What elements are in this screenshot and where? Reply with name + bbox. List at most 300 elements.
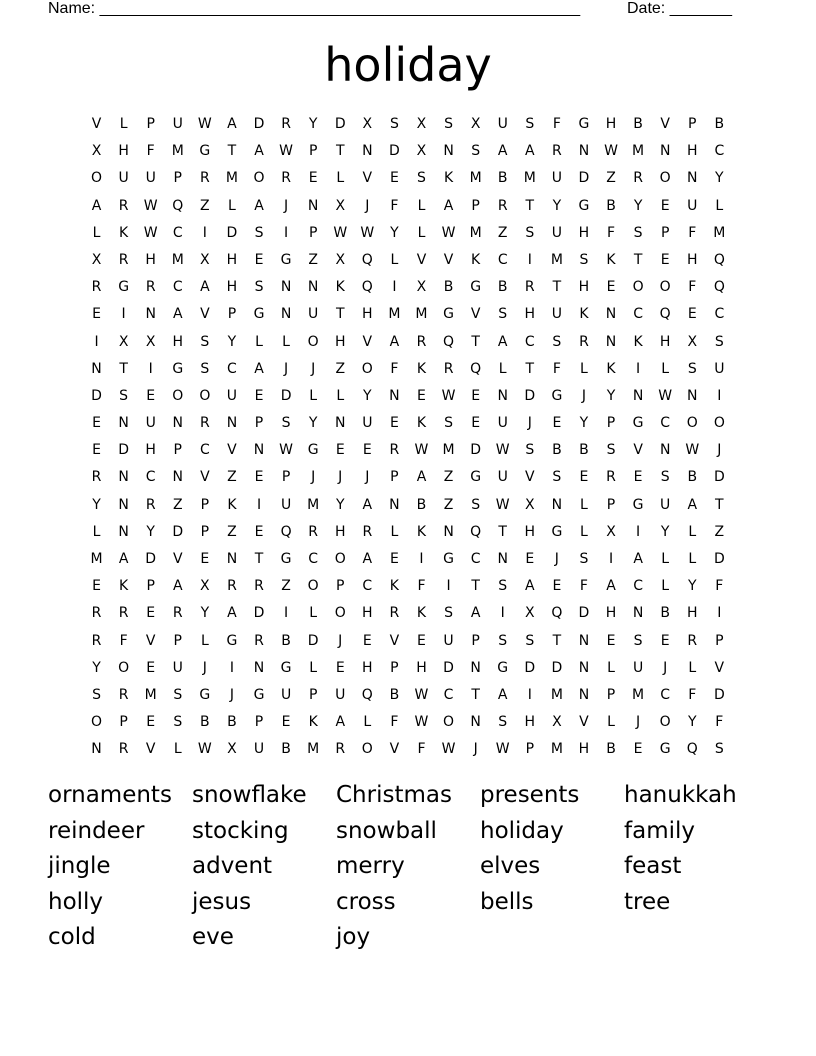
- grid-letter: T: [471, 578, 480, 595]
- grid-letter: R: [145, 279, 156, 296]
- grid-letter: E: [92, 578, 101, 595]
- grid-letter: G: [551, 523, 563, 540]
- grid-letter: E: [281, 714, 291, 731]
- word-bank-item: family: [624, 817, 695, 844]
- grid-letter: Z: [227, 523, 237, 540]
- grid-letter: I: [608, 551, 614, 567]
- grid-letter: P: [606, 686, 616, 703]
- grid-letter: P: [254, 714, 264, 731]
- grid-letter: Y: [687, 714, 697, 731]
- grid-letter: S: [444, 116, 453, 132]
- grid-letter: Y: [687, 578, 697, 595]
- grid-letter: N: [497, 387, 508, 404]
- grid-letter: P: [254, 415, 264, 432]
- grid-letter: K: [227, 496, 237, 513]
- grid-letter: E: [335, 442, 345, 459]
- grid-letter: E: [606, 632, 616, 649]
- grid-letter: J: [365, 469, 370, 486]
- grid-letter: C: [714, 306, 725, 323]
- grid-letter: F: [417, 741, 426, 758]
- grid-letter: I: [229, 659, 234, 676]
- grid-letter: F: [688, 686, 697, 703]
- grid-letter: S: [417, 170, 426, 187]
- grid-letter: O: [632, 279, 644, 296]
- grid-letter: N: [118, 523, 129, 540]
- grid-letter: C: [714, 143, 725, 160]
- grid-letter: Y: [308, 116, 318, 132]
- grid-row: [83, 437, 733, 464]
- grid-letter: V: [633, 442, 643, 459]
- grid-letter: G: [199, 686, 211, 703]
- grid-letter: R: [524, 279, 535, 296]
- grid-letter: P: [525, 741, 535, 758]
- grid-letter: A: [525, 578, 535, 595]
- grid-letter: H: [659, 333, 671, 350]
- grid-letter: U: [551, 170, 562, 187]
- grid-letter: N: [443, 523, 454, 540]
- grid-letter: O: [172, 387, 184, 404]
- grid-letter: K: [633, 333, 643, 350]
- grid-letter: F: [146, 143, 155, 160]
- grid-letter: T: [119, 360, 128, 377]
- grid-letter: D: [280, 387, 292, 404]
- grid-letter: O: [253, 170, 265, 187]
- grid-letter: G: [280, 251, 292, 268]
- grid-letter: A: [606, 578, 616, 595]
- grid-letter: P: [606, 496, 616, 513]
- grid-letter: G: [172, 360, 184, 377]
- grid-letter: H: [686, 143, 698, 160]
- grid-letter: R: [308, 523, 319, 540]
- grid-letter: P: [173, 170, 182, 187]
- grid-letter: N: [605, 333, 617, 350]
- grid-letter: P: [390, 469, 399, 486]
- grid-letter: M: [90, 551, 103, 567]
- grid-letter: L: [282, 333, 290, 350]
- grid-letter: X: [416, 143, 427, 160]
- grid-letter: E: [92, 442, 101, 459]
- grid-letter: V: [470, 306, 481, 323]
- grid-letter: F: [688, 279, 697, 296]
- grid-row: [83, 165, 733, 192]
- grid-row: [83, 519, 733, 546]
- grid-letter: U: [308, 306, 319, 323]
- grid-letter: L: [715, 197, 724, 214]
- grid-letter: N: [659, 442, 671, 459]
- grid-letter: J: [284, 360, 289, 377]
- grid-letter: U: [172, 116, 183, 132]
- grid-letter: N: [335, 415, 346, 432]
- grid-row: [83, 600, 733, 627]
- grid-letter: R: [145, 496, 156, 513]
- grid-letter: H: [118, 143, 129, 160]
- grid-letter: L: [309, 659, 318, 676]
- grid-letter: X: [552, 714, 562, 731]
- grid-letter: H: [145, 442, 156, 459]
- grid-letter: G: [497, 659, 509, 676]
- grid-letter: M: [469, 170, 482, 187]
- grid-letter: A: [118, 551, 129, 567]
- grid-letter: D: [172, 523, 184, 540]
- grid-row: [83, 138, 733, 165]
- grid-letter: W: [658, 387, 673, 404]
- grid-letter: E: [552, 415, 562, 432]
- word-bank-item: merry: [336, 853, 405, 879]
- grid-letter: O: [659, 714, 671, 731]
- grid-letter: J: [311, 360, 316, 377]
- grid-letter: N: [145, 306, 156, 323]
- grid-letter: C: [633, 306, 643, 323]
- grid-letter: E: [362, 442, 372, 459]
- grid-letter: D: [253, 605, 265, 622]
- grid-letter: S: [281, 415, 291, 432]
- grid-letter: A: [172, 578, 183, 595]
- grid-letter: R: [443, 360, 454, 377]
- grid-letter: W: [441, 741, 456, 758]
- grid-letter: P: [606, 415, 616, 432]
- grid-letter: V: [362, 333, 373, 350]
- grid-letter: R: [552, 143, 562, 160]
- grid-letter: Q: [470, 360, 482, 377]
- grid-letter: F: [715, 714, 724, 731]
- grid-letter: N: [280, 306, 292, 323]
- grid-letter: A: [497, 333, 508, 350]
- grid-letter: G: [632, 415, 644, 432]
- word-bank-item: joy: [336, 924, 371, 950]
- grid-letter: J: [229, 686, 234, 703]
- grid-letter: W: [143, 224, 158, 241]
- grid-letter: G: [551, 387, 563, 404]
- grid-letter: J: [338, 469, 343, 486]
- grid-letter: J: [311, 469, 316, 486]
- grid-letter: Q: [713, 279, 725, 296]
- grid-letter: A: [633, 551, 643, 567]
- grid-letter: K: [443, 170, 454, 187]
- grid-letter: Y: [92, 659, 101, 676]
- grid-letter: D: [334, 116, 346, 132]
- grid-letter: W: [495, 496, 510, 513]
- grid-letter: I: [94, 333, 99, 350]
- grid-letter: D: [713, 551, 725, 567]
- grid-letter: X: [416, 116, 427, 132]
- grid-letter: Q: [551, 605, 563, 622]
- grid-letter: P: [308, 143, 318, 160]
- grid-letter: W: [360, 224, 375, 241]
- grid-letter: I: [636, 523, 641, 540]
- grid-letter: R: [91, 632, 102, 649]
- grid-letter: N: [91, 741, 102, 758]
- grid-letter: M: [713, 224, 726, 241]
- grid-letter: E: [146, 387, 156, 404]
- grid-letter: A: [254, 360, 264, 377]
- grid-letter: N: [389, 496, 400, 513]
- grid-letter: Q: [361, 279, 373, 296]
- grid-letter: T: [471, 686, 480, 703]
- grid-letter: B: [606, 741, 616, 758]
- grid-letter: V: [145, 632, 156, 649]
- grid-letter: T: [552, 632, 562, 649]
- grid-letter: E: [579, 469, 589, 486]
- grid-letter: R: [91, 469, 102, 486]
- grid-letter: Z: [227, 469, 237, 486]
- grid-letter: N: [307, 197, 319, 214]
- grid-letter: A: [200, 279, 210, 296]
- grid-letter: Z: [308, 251, 318, 268]
- grid-letter: N: [687, 387, 698, 404]
- grid-letter: M: [307, 741, 320, 758]
- grid-letter: Q: [443, 333, 455, 350]
- grid-letter: T: [254, 551, 264, 567]
- grid-letter: V: [145, 741, 156, 758]
- grid-letter: S: [660, 469, 670, 486]
- grid-letter: X: [200, 578, 210, 595]
- grid-letter: Y: [660, 523, 670, 540]
- grid-letter: E: [146, 659, 156, 676]
- word-bank-item: eve: [192, 924, 234, 950]
- grid-letter: B: [416, 496, 427, 513]
- grid-letter: X: [362, 116, 373, 132]
- grid-letter: K: [606, 251, 616, 268]
- grid-letter: H: [524, 714, 536, 731]
- word-bank-item: snowball: [336, 817, 437, 844]
- grid-letter: G: [199, 143, 211, 160]
- grid-letter: Z: [200, 197, 210, 214]
- grid-letter: R: [579, 333, 589, 350]
- grid-letter: R: [416, 333, 427, 350]
- grid-letter: P: [471, 197, 480, 214]
- grid-letter: S: [444, 605, 453, 622]
- grid-letter: M: [171, 251, 184, 268]
- grid-letter: P: [227, 306, 237, 323]
- grid-letter: O: [713, 415, 725, 432]
- grid-letter: P: [390, 659, 399, 676]
- grid-letter: U: [497, 469, 508, 486]
- grid-letter: B: [497, 279, 508, 296]
- grid-letter: V: [362, 170, 373, 187]
- grid-letter: Q: [361, 251, 373, 268]
- word-bank: [48, 778, 768, 956]
- grid-letter: H: [686, 251, 698, 268]
- grid-letter: C: [362, 578, 373, 595]
- grid-letter: F: [417, 578, 426, 595]
- grid-letter: K: [308, 714, 318, 731]
- grid-letter: S: [173, 686, 183, 703]
- grid-row: [83, 274, 733, 301]
- grid-letter: P: [715, 632, 724, 649]
- grid-letter: R: [199, 170, 210, 187]
- letter-grid: [83, 111, 733, 764]
- grid-letter: T: [335, 143, 345, 160]
- grid-letter: C: [172, 224, 183, 241]
- grid-letter: Y: [552, 197, 562, 214]
- grid-letter: E: [389, 170, 399, 187]
- grid-letter: L: [661, 360, 670, 377]
- grid-letter: S: [552, 469, 562, 486]
- grid-letter: P: [471, 632, 480, 649]
- grid-letter: U: [443, 632, 454, 649]
- word-bank-item: cross: [336, 888, 396, 915]
- grid-letter: O: [361, 741, 373, 758]
- grid-letter: N: [578, 143, 590, 160]
- grid-letter: U: [280, 496, 292, 513]
- grid-letter: E: [660, 251, 670, 268]
- grid-letter: U: [172, 659, 183, 676]
- grid-letter: L: [688, 523, 697, 540]
- grid-letter: X: [470, 116, 481, 132]
- grid-letter: B: [281, 632, 291, 649]
- grid-letter: M: [388, 306, 401, 323]
- grid-letter: Q: [470, 523, 482, 540]
- grid-letter: E: [417, 632, 426, 649]
- grid-letter: U: [714, 360, 725, 377]
- grid-letter: E: [308, 170, 318, 187]
- grid-letter: S: [687, 360, 697, 377]
- grid-letter: Y: [715, 170, 724, 187]
- grid-letter: Y: [633, 197, 643, 214]
- grid-letter: E: [254, 251, 264, 268]
- grid-letter: P: [200, 496, 210, 513]
- grid-letter: S: [254, 279, 264, 296]
- grid-letter: J: [338, 632, 343, 649]
- grid-letter: F: [390, 360, 399, 377]
- grid-row: [83, 329, 733, 356]
- grid-letter: H: [605, 116, 617, 132]
- grid-letter: P: [308, 224, 318, 241]
- word-bank-item: feast: [624, 853, 682, 879]
- grid-letter: N: [632, 387, 644, 404]
- grid-letter: Y: [146, 523, 155, 540]
- grid-letter: I: [392, 279, 397, 296]
- grid-letter: E: [660, 632, 670, 649]
- grid-letter: F: [390, 197, 399, 214]
- grid-letter: R: [606, 469, 616, 486]
- grid-letter: U: [253, 741, 265, 758]
- grid-letter: F: [119, 632, 128, 649]
- grid-letter: O: [659, 170, 671, 187]
- grid-letter: E: [254, 387, 264, 404]
- grid-letter: K: [416, 523, 427, 540]
- grid-letter: G: [280, 659, 292, 676]
- grid-letter: G: [470, 279, 482, 296]
- grid-letter: I: [284, 605, 289, 622]
- grid-letter: A: [389, 333, 400, 350]
- grid-letter: D: [578, 170, 590, 187]
- grid-letter: S: [498, 306, 508, 323]
- grid-letter: A: [497, 143, 508, 160]
- grid-letter: E: [146, 714, 156, 731]
- grid-letter: U: [660, 496, 671, 513]
- grid-letter: R: [254, 578, 264, 595]
- grid-letter: V: [91, 116, 102, 132]
- grid-letter: I: [284, 224, 289, 241]
- grid-letter: G: [443, 306, 454, 323]
- grid-row: [83, 492, 733, 519]
- grid-letter: O: [361, 360, 373, 377]
- grid-letter: S: [498, 578, 508, 595]
- grid-letter: T: [525, 197, 535, 214]
- grid-letter: P: [146, 578, 155, 595]
- grid-letter: X: [91, 251, 102, 268]
- grid-letter: L: [173, 741, 182, 758]
- grid-letter: L: [309, 605, 318, 622]
- grid-letter: X: [145, 333, 156, 350]
- grid-letter: W: [495, 442, 510, 459]
- grid-row: [83, 383, 733, 410]
- grid-letter: Y: [308, 415, 318, 432]
- grid-letter: E: [606, 279, 616, 296]
- grid-letter: V: [660, 116, 670, 132]
- grid-letter: V: [579, 714, 589, 731]
- grid-letter: D: [118, 442, 129, 459]
- grid-letter: N: [362, 143, 373, 160]
- grid-letter: A: [227, 605, 237, 622]
- grid-letter: F: [606, 224, 616, 241]
- grid-letter: V: [443, 251, 454, 268]
- grid-letter: L: [228, 197, 236, 214]
- grid-letter: F: [552, 360, 561, 377]
- grid-letter: L: [255, 333, 263, 350]
- grid-letter: D: [389, 143, 400, 160]
- grid-letter: C: [199, 442, 210, 459]
- grid-letter: L: [200, 632, 209, 649]
- grid-letter: P: [119, 714, 128, 731]
- grid-letter: R: [497, 197, 508, 214]
- grid-letter: V: [227, 442, 237, 459]
- grid-letter: Z: [714, 523, 725, 540]
- word-bank-item: stocking: [192, 817, 289, 844]
- grid-letter: Y: [390, 224, 399, 241]
- grid-letter: K: [335, 279, 345, 296]
- grid-row: [83, 628, 733, 655]
- grid-letter: S: [498, 714, 508, 731]
- grid-row: [83, 573, 733, 600]
- grid-letter: S: [633, 224, 643, 241]
- grid-letter: K: [579, 306, 589, 323]
- grid-letter: X: [416, 279, 427, 296]
- grid-letter: C: [145, 469, 156, 486]
- grid-letter: U: [145, 415, 156, 432]
- grid-letter: J: [527, 415, 532, 432]
- grid-letter: F: [552, 116, 561, 132]
- grid-letter: I: [148, 360, 153, 377]
- grid-letter: H: [416, 659, 427, 676]
- grid-letter: P: [173, 632, 182, 649]
- grid-letter: U: [551, 306, 562, 323]
- grid-letter: S: [173, 714, 183, 731]
- grid-letter: V: [714, 659, 725, 676]
- grid-letter: N: [118, 469, 129, 486]
- grid-letter: H: [362, 306, 373, 323]
- grid-letter: E: [471, 415, 481, 432]
- grid-letter: Q: [713, 251, 725, 268]
- grid-letter: H: [145, 251, 156, 268]
- grid-letter: T: [471, 333, 480, 350]
- grid-letter: L: [498, 360, 507, 377]
- grid-letter: D: [713, 469, 725, 486]
- grid-letter: B: [606, 197, 616, 214]
- grid-letter: L: [417, 197, 426, 214]
- grid-letter: O: [118, 659, 130, 676]
- grid-letter: R: [389, 605, 400, 622]
- grid-letter: R: [687, 632, 698, 649]
- word-bank-item: snowflake: [192, 782, 307, 808]
- word-bank-item: hanukkah: [624, 782, 737, 808]
- grid-letter: B: [579, 442, 589, 459]
- grid-letter: J: [284, 197, 289, 214]
- grid-letter: U: [118, 170, 129, 187]
- grid-letter: L: [119, 116, 128, 132]
- grid-letter: P: [336, 578, 345, 595]
